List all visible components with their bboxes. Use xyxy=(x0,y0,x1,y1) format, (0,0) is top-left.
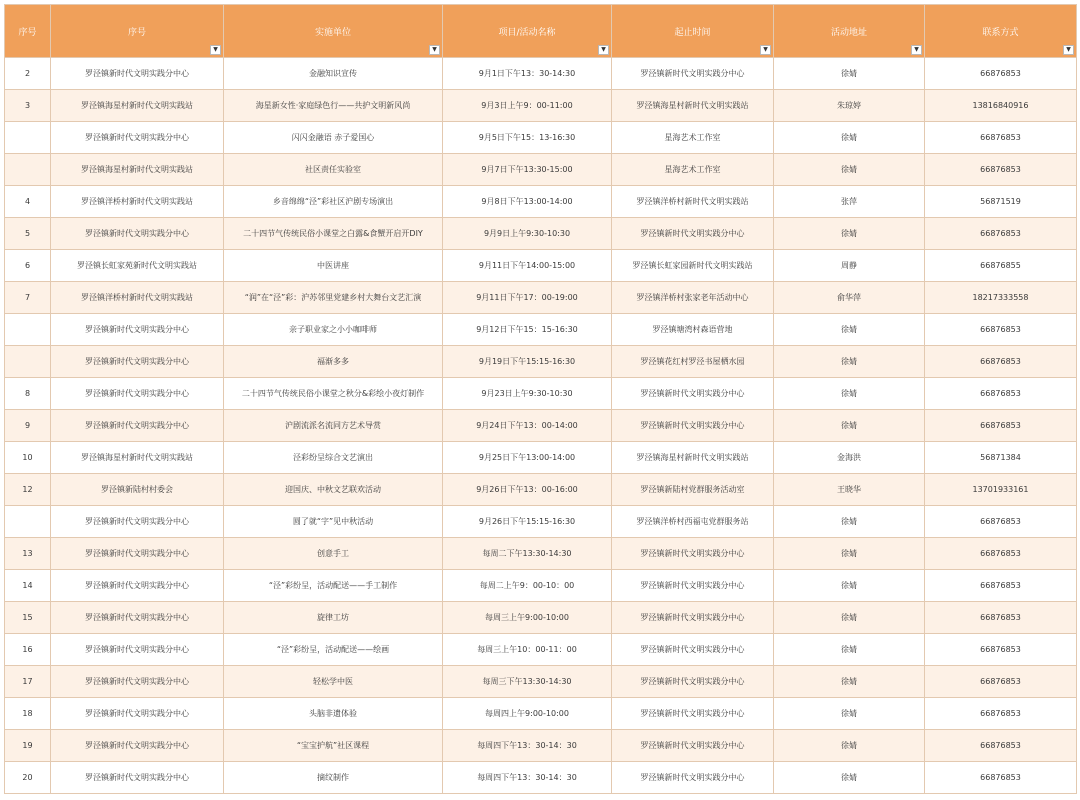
cell-project[interactable]: 摘纹制作 xyxy=(224,762,443,794)
cell-contact[interactable]: 66876855 xyxy=(925,250,1077,282)
cell-project[interactable]: 泾彩纷呈综合文艺演出 xyxy=(224,442,443,474)
cell-index[interactable]: 8 xyxy=(5,378,51,410)
cell-time[interactable]: 9月3日上午9：00-11:00 xyxy=(443,90,612,122)
cell-unit[interactable]: 罗泾镇新时代文明实践分中心 xyxy=(51,762,224,794)
cell-index[interactable]: 7 xyxy=(5,282,51,314)
cell-person[interactable]: 俞华萍 xyxy=(774,282,925,314)
cell-project[interactable]: 海星新女性·家庭绿色行——共护文明新风尚 xyxy=(224,90,443,122)
cell-unit[interactable]: 罗泾镇新陆村村委会 xyxy=(51,474,224,506)
cell-project[interactable]: 圆了就“字”见中秋活动 xyxy=(224,506,443,538)
cell-contact[interactable]: 56871384 xyxy=(925,442,1077,474)
cell-project[interactable]: 闪闪金融语 赤子爱国心 xyxy=(224,122,443,154)
cell-time[interactable]: 9月24日下午13：00-14:00 xyxy=(443,410,612,442)
cell-project[interactable]: 金融知识宣传 xyxy=(224,58,443,90)
cell-location[interactable]: 罗泾镇新时代文明实践分中心 xyxy=(612,634,774,666)
cell-index[interactable]: 18 xyxy=(5,698,51,730)
cell-person[interactable]: 周静 xyxy=(774,250,925,282)
cell-index[interactable]: 14 xyxy=(5,570,51,602)
cell-person[interactable]: 徐婧 xyxy=(774,410,925,442)
cell-location[interactable]: 罗泾镇花红村罗泾书屋栖水园 xyxy=(612,346,774,378)
cell-project[interactable]: 沪剧流派名流同方艺术导赏 xyxy=(224,410,443,442)
cell-unit[interactable]: 罗泾镇新时代文明实践分中心 xyxy=(51,634,224,666)
header-label: 实施单位 xyxy=(314,27,351,38)
cell-time[interactable]: 9月11日下午17：00-19:00 xyxy=(443,282,612,314)
cell-time[interactable]: 每周三下午13:30-14:30 xyxy=(443,666,612,698)
cell-project[interactable]: “润”在“泾”彩：沪苏邻里党建乡村大舞台文艺汇演 xyxy=(224,282,443,314)
header-row xyxy=(5,5,1077,58)
table-row xyxy=(5,282,1077,314)
cell-contact[interactable]: 66876853 xyxy=(925,570,1077,602)
cell-person[interactable]: 徐婧 xyxy=(774,602,925,634)
cell-location[interactable]: 罗泾镇洋桥村西福屯党群服务站 xyxy=(612,506,774,538)
cell-person[interactable]: 徐婧 xyxy=(774,666,925,698)
header-label: 起止时间 xyxy=(674,27,711,38)
cell-unit[interactable]: 罗泾镇新时代文明实践分中心 xyxy=(51,602,224,634)
cell-location[interactable]: 罗泾镇新时代文明实践分中心 xyxy=(612,666,774,698)
table-row xyxy=(5,442,1077,474)
cell-person[interactable]: 张萍 xyxy=(774,186,925,218)
cell-location[interactable]: 罗泾镇新时代文明实践分中心 xyxy=(612,602,774,634)
cell-unit[interactable]: 罗泾镇新时代文明实践分中心 xyxy=(51,410,224,442)
cell-contact[interactable]: 66876853 xyxy=(925,506,1077,538)
cell-unit[interactable]: 罗泾镇新时代文明实践分中心 xyxy=(51,314,224,346)
activity-table xyxy=(4,4,1077,794)
table-row xyxy=(5,602,1077,634)
table-row xyxy=(5,314,1077,346)
cell-location[interactable]: 罗泾镇新时代文明实践分中心 xyxy=(612,762,774,794)
cell-person[interactable]: 徐婧 xyxy=(774,154,925,186)
cell-time[interactable]: 9月9日上午9:30-10:30 xyxy=(443,218,612,250)
header-label: 联系方式 xyxy=(982,27,1019,38)
cell-unit[interactable]: 罗泾镇新时代文明实践分中心 xyxy=(51,346,224,378)
cell-unit[interactable]: 罗泾镇新时代文明实践分中心 xyxy=(51,538,224,570)
cell-time[interactable]: 9月23日上午9:30-10:30 xyxy=(443,378,612,410)
table-row xyxy=(5,762,1077,794)
cell-location[interactable]: 罗泾镇新陆村党群服务活动室 xyxy=(612,474,774,506)
cell-time[interactable]: 每周三上午10：00-11：00 xyxy=(443,634,612,666)
table-row xyxy=(5,538,1077,570)
table-row xyxy=(5,698,1077,730)
table-row xyxy=(5,186,1077,218)
cell-index[interactable]: 4 xyxy=(5,186,51,218)
cell-index[interactable]: 17 xyxy=(5,666,51,698)
table-row xyxy=(5,378,1077,410)
cell-project[interactable]: 二十四节气传统民俗小课堂之秋分&彩绘小夜灯制作 xyxy=(224,378,443,410)
header-label: 序号 xyxy=(18,27,37,38)
cell-project[interactable]: 乡音绵绵“泾”彩社区沪剧专场演出 xyxy=(224,186,443,218)
cell-index[interactable]: 15 xyxy=(5,602,51,634)
header-cell-time xyxy=(612,5,774,58)
cell-person[interactable]: 徐婧 xyxy=(774,698,925,730)
cell-location[interactable]: 罗泾镇新时代文明实践分中心 xyxy=(612,58,774,90)
cell-index[interactable]: 10 xyxy=(5,442,51,474)
cell-contact[interactable]: 66876853 xyxy=(925,634,1077,666)
cell-location[interactable]: 罗泾镇海星村新时代文明实践站 xyxy=(612,442,774,474)
spreadsheet xyxy=(4,4,1076,794)
cell-time[interactable]: 9月25日下午13:00-14:00 xyxy=(443,442,612,474)
cell-contact[interactable]: 18217333558 xyxy=(925,282,1077,314)
cell-project[interactable]: “泾”彩纷呈，活动配送——绘画 xyxy=(224,634,443,666)
cell-time[interactable]: 每周二上午9：00-10：00 xyxy=(443,570,612,602)
cell-contact[interactable]: 66876853 xyxy=(925,346,1077,378)
cell-contact[interactable]: 66876853 xyxy=(925,538,1077,570)
cell-person[interactable]: 金海洪 xyxy=(774,442,925,474)
cell-person[interactable]: 徐婧 xyxy=(774,730,925,762)
cell-contact[interactable]: 66876853 xyxy=(925,218,1077,250)
cell-index[interactable]: 12 xyxy=(5,474,51,506)
cell-contact[interactable]: 66876853 xyxy=(925,666,1077,698)
cell-location[interactable]: 罗泾镇新时代文明实践分中心 xyxy=(612,698,774,730)
cell-index[interactable] xyxy=(5,122,51,154)
filter-dropdown-icon[interactable]: ▼ xyxy=(429,45,440,55)
cell-unit[interactable]: 罗泾镇新时代文明实践分中心 xyxy=(51,122,224,154)
table-row xyxy=(5,346,1077,378)
cell-time[interactable]: 每周四下午13：30-14：30 xyxy=(443,730,612,762)
table-row xyxy=(5,506,1077,538)
cell-time[interactable]: 9月19日下午15:15-16:30 xyxy=(443,346,612,378)
cell-person[interactable]: 徐婧 xyxy=(774,506,925,538)
cell-contact[interactable]: 13816840916 xyxy=(925,90,1077,122)
cell-person[interactable]: 徐婧 xyxy=(774,218,925,250)
cell-contact[interactable]: 66876853 xyxy=(925,410,1077,442)
cell-index[interactable]: 9 xyxy=(5,410,51,442)
cell-time[interactable]: 9月1日下午13：30-14:30 xyxy=(443,58,612,90)
cell-contact[interactable]: 66876853 xyxy=(925,762,1077,794)
table-row xyxy=(5,634,1077,666)
cell-person[interactable]: 王晓华 xyxy=(774,474,925,506)
header-label: 序号 xyxy=(127,27,146,38)
cell-location[interactable]: 罗泾镇长虹家园新时代文明实践站 xyxy=(612,250,774,282)
filter-dropdown-icon[interactable]: ▼ xyxy=(210,45,221,55)
cell-project[interactable]: 福渐多多 xyxy=(224,346,443,378)
table-row xyxy=(5,154,1077,186)
cell-contact[interactable]: 13701933161 xyxy=(925,474,1077,506)
cell-unit[interactable]: 罗泾镇新时代文明实践分中心 xyxy=(51,378,224,410)
cell-index[interactable] xyxy=(5,314,51,346)
cell-project[interactable]: “泾”彩纷呈，活动配送——手工制作 xyxy=(224,570,443,602)
cell-index[interactable]: 16 xyxy=(5,634,51,666)
cell-location[interactable]: 星海艺术工作室 xyxy=(612,154,774,186)
cell-project[interactable]: 旋律工坊 xyxy=(224,602,443,634)
cell-project[interactable]: 社区责任实验室 xyxy=(224,154,443,186)
cell-unit[interactable]: 罗泾镇海星村新时代文明实践站 xyxy=(51,442,224,474)
cell-location[interactable]: 罗泾镇新时代文明实践分中心 xyxy=(612,730,774,762)
table-row xyxy=(5,122,1077,154)
filter-dropdown-icon[interactable]: ▼ xyxy=(1063,45,1074,55)
cell-time[interactable]: 每周三上午9:00-10:00 xyxy=(443,602,612,634)
cell-unit[interactable]: 罗泾镇新时代文明实践分中心 xyxy=(51,698,224,730)
cell-project[interactable]: 中医讲座 xyxy=(224,250,443,282)
cell-person[interactable]: 徐婧 xyxy=(774,762,925,794)
table-row xyxy=(5,410,1077,442)
cell-person[interactable]: 徐婧 xyxy=(774,634,925,666)
cell-location[interactable]: 罗泾镇洋桥村新时代文明实践站 xyxy=(612,186,774,218)
cell-contact[interactable]: 66876853 xyxy=(925,58,1077,90)
cell-unit[interactable]: 罗泾镇海星村新时代文明实践站 xyxy=(51,154,224,186)
cell-time[interactable]: 每周二下午13:30-14:30 xyxy=(443,538,612,570)
cell-person[interactable]: 徐婧 xyxy=(774,122,925,154)
cell-unit[interactable]: 罗泾镇新时代文明实践分中心 xyxy=(51,730,224,762)
cell-index[interactable] xyxy=(5,506,51,538)
cell-index[interactable]: 6 xyxy=(5,250,51,282)
cell-unit[interactable]: 罗泾镇新时代文明实践分中心 xyxy=(51,58,224,90)
cell-unit[interactable]: 罗泾镇新时代文明实践分中心 xyxy=(51,666,224,698)
cell-location[interactable]: 罗泾镇海星村新时代文明实践站 xyxy=(612,90,774,122)
cell-index[interactable] xyxy=(5,154,51,186)
cell-index[interactable]: 5 xyxy=(5,218,51,250)
cell-project[interactable]: 迎国庆、中秋文艺联欢活动 xyxy=(224,474,443,506)
cell-project[interactable]: 亲子职业家之小小咖啡师 xyxy=(224,314,443,346)
header-cell-unit xyxy=(224,5,443,58)
header-cell-index xyxy=(5,5,51,58)
table-row xyxy=(5,58,1077,90)
cell-person[interactable]: 徐婧 xyxy=(774,538,925,570)
cell-project[interactable]: 轻松学中医 xyxy=(224,666,443,698)
cell-time[interactable]: 9月5日下午15：13-16:30 xyxy=(443,122,612,154)
cell-index[interactable]: 19 xyxy=(5,730,51,762)
cell-unit[interactable]: 罗泾镇新时代文明实践分中心 xyxy=(51,506,224,538)
cell-person[interactable]: 徐婧 xyxy=(774,570,925,602)
cell-contact[interactable]: 66876853 xyxy=(925,122,1077,154)
cell-person[interactable]: 朱琼婷 xyxy=(774,90,925,122)
filter-dropdown-icon[interactable]: ▼ xyxy=(598,45,609,55)
cell-time[interactable]: 9月26日下午13：00-16:00 xyxy=(443,474,612,506)
cell-contact[interactable]: 66876853 xyxy=(925,730,1077,762)
cell-index[interactable]: 20 xyxy=(5,762,51,794)
cell-contact[interactable]: 66876853 xyxy=(925,314,1077,346)
header-label: 活动地址 xyxy=(830,27,867,38)
header-cell-project xyxy=(443,5,612,58)
cell-unit[interactable]: 罗泾镇新时代文明实践分中心 xyxy=(51,570,224,602)
table-row xyxy=(5,570,1077,602)
cell-person[interactable]: 徐婧 xyxy=(774,346,925,378)
cell-time[interactable]: 9月8日下午13:00-14:00 xyxy=(443,186,612,218)
cell-unit[interactable]: 罗泾镇海星村新时代文明实践站 xyxy=(51,90,224,122)
filter-dropdown-icon[interactable]: ▼ xyxy=(760,45,771,55)
cell-index[interactable] xyxy=(5,346,51,378)
cell-time[interactable]: 每周四下午13：30-14：30 xyxy=(443,762,612,794)
header-cell-no xyxy=(51,5,224,58)
cell-project[interactable]: 创意手工 xyxy=(224,538,443,570)
cell-location[interactable]: 罗泾镇新时代文明实践分中心 xyxy=(612,538,774,570)
cell-unit[interactable]: 罗泾镇洋桥村新时代文明实践站 xyxy=(51,186,224,218)
cell-person[interactable]: 徐婧 xyxy=(774,58,925,90)
cell-person[interactable]: 徐婧 xyxy=(774,378,925,410)
cell-contact[interactable]: 56871519 xyxy=(925,186,1077,218)
table-body xyxy=(5,58,1077,794)
table-row xyxy=(5,90,1077,122)
cell-project[interactable]: 二十四节气传统民俗小课堂之白露&食蟹开启开DIY xyxy=(224,218,443,250)
table-row xyxy=(5,666,1077,698)
cell-project[interactable]: “宝宝护航”社区课程 xyxy=(224,730,443,762)
cell-location[interactable]: 星海艺术工作室 xyxy=(612,122,774,154)
filter-dropdown-icon[interactable]: ▼ xyxy=(911,45,922,55)
cell-index[interactable]: 13 xyxy=(5,538,51,570)
cell-index[interactable]: 3 xyxy=(5,90,51,122)
cell-time[interactable]: 9月7日下午13:30-15:00 xyxy=(443,154,612,186)
cell-unit[interactable]: 罗泾镇洋桥村新时代文明实践站 xyxy=(51,282,224,314)
cell-contact[interactable]: 66876853 xyxy=(925,698,1077,730)
cell-time[interactable]: 每周四上午9:00-10:00 xyxy=(443,698,612,730)
cell-location[interactable]: 罗泾镇新时代文明实践分中心 xyxy=(612,570,774,602)
cell-project[interactable]: 头脑非遗体验 xyxy=(224,698,443,730)
cell-location[interactable]: 罗泾镇新时代文明实践分中心 xyxy=(612,410,774,442)
cell-contact[interactable]: 66876853 xyxy=(925,378,1077,410)
table-row xyxy=(5,474,1077,506)
table-row xyxy=(5,730,1077,762)
table-row xyxy=(5,218,1077,250)
cell-time[interactable]: 9月11日下午14:00-15:00 xyxy=(443,250,612,282)
header-label: 项目/活动名称 xyxy=(498,27,556,38)
cell-person[interactable]: 徐婧 xyxy=(774,314,925,346)
cell-location[interactable]: 罗泾镇洋桥村张家老年活动中心 xyxy=(612,282,774,314)
header-cell-location xyxy=(774,5,925,58)
cell-contact[interactable]: 66876853 xyxy=(925,602,1077,634)
header-cell-contact xyxy=(925,5,1077,58)
cell-location[interactable]: 罗泾镇新时代文明实践分中心 xyxy=(612,218,774,250)
cell-contact[interactable]: 66876853 xyxy=(925,154,1077,186)
cell-location[interactable]: 罗泾镇塘湾村森语营地 xyxy=(612,314,774,346)
cell-index[interactable]: 2 xyxy=(5,58,51,90)
cell-unit[interactable]: 罗泾镇新时代文明实践分中心 xyxy=(51,218,224,250)
cell-location[interactable]: 罗泾镇新时代文明实践分中心 xyxy=(612,378,774,410)
cell-time[interactable]: 9月26日下午15:15-16:30 xyxy=(443,506,612,538)
cell-time[interactable]: 9月12日下午15：15-16:30 xyxy=(443,314,612,346)
cell-unit[interactable]: 罗泾镇长虹家苑新时代文明实践站 xyxy=(51,250,224,282)
table-row xyxy=(5,250,1077,282)
